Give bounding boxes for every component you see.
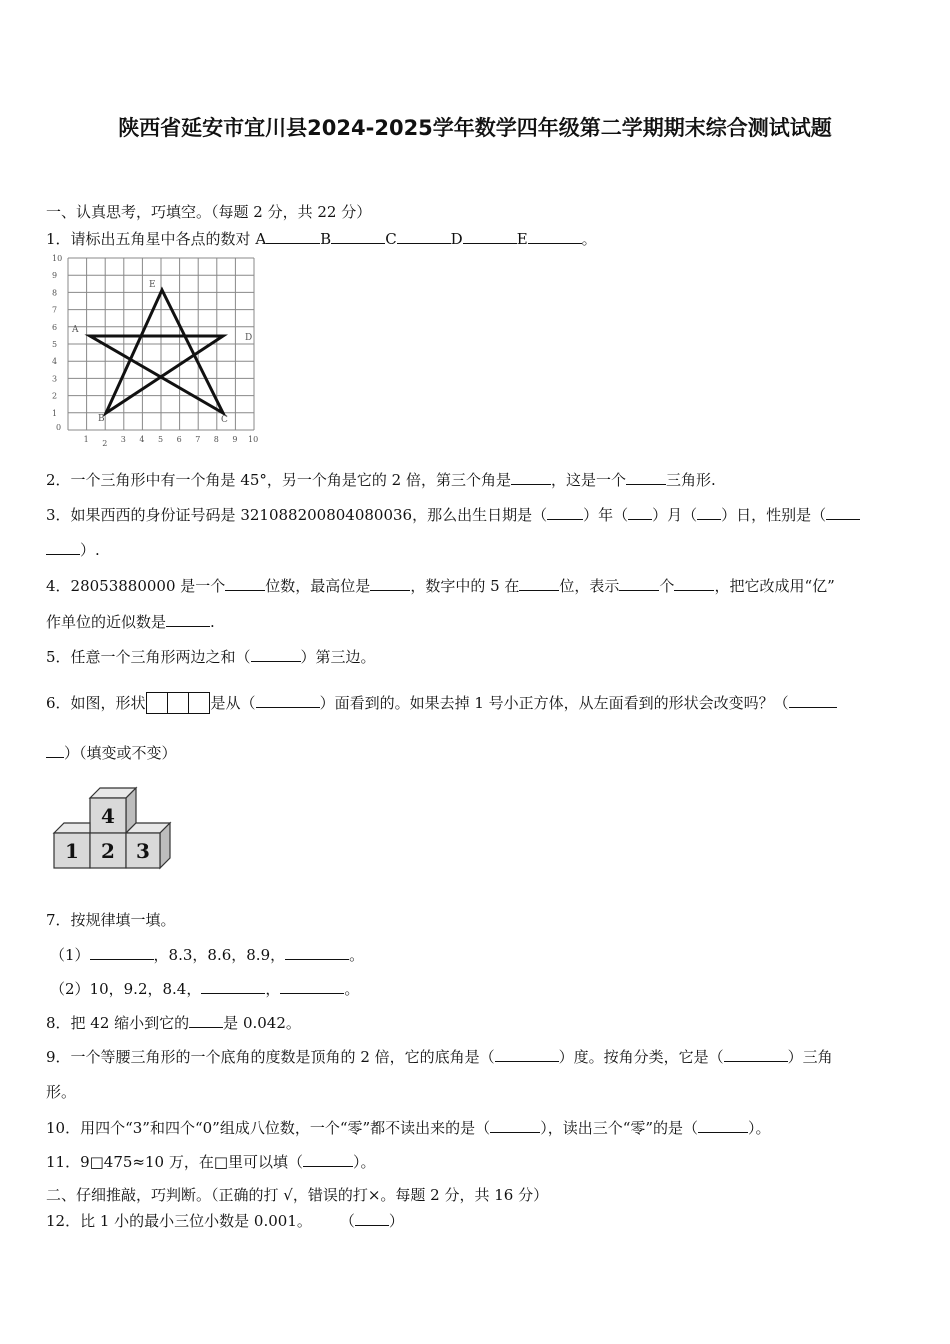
q4-blank-4 bbox=[619, 575, 659, 591]
x-tick-label: 3 bbox=[120, 435, 126, 444]
x-tick-label: 10 bbox=[248, 435, 259, 444]
three-square-shape bbox=[147, 692, 210, 719]
question-8: 8．把 42 缩小到它的 是 0.042。 bbox=[46, 1014, 301, 1032]
five-point-star bbox=[90, 290, 223, 413]
cube-3-label: 3 bbox=[136, 839, 150, 863]
point-e-label: E bbox=[149, 280, 156, 290]
q7-1-blank-1 bbox=[90, 944, 154, 960]
q3-blank-gender bbox=[826, 504, 860, 520]
q9-blank-2 bbox=[724, 1046, 788, 1062]
q3-blank-year bbox=[547, 504, 583, 520]
y-tick-label: 1 bbox=[52, 408, 58, 418]
q4-blank-5 bbox=[674, 575, 714, 591]
question-7-row-2: （2）10，9.2，8.4， ， 。 bbox=[50, 980, 360, 998]
q11-blank bbox=[303, 1151, 353, 1167]
q3-blank-month bbox=[628, 504, 652, 520]
question-7-row-1: （1） ，8.3，8.6，8.9， 。 bbox=[50, 946, 365, 964]
q7-2-blank-1 bbox=[201, 978, 265, 994]
q10-blank-1 bbox=[490, 1117, 540, 1133]
q8-blank bbox=[189, 1012, 223, 1028]
q2-blank-2 bbox=[626, 469, 666, 485]
y-tick-label: 8 bbox=[52, 288, 58, 298]
page-title: 陕西省延安市宜川县2024-2025学年数学四年级第二学期期末综合测试试题 bbox=[118, 116, 832, 140]
q1-blank-c bbox=[397, 228, 451, 244]
cube-4-label: 4 bbox=[101, 804, 115, 828]
q2-blank-1 bbox=[511, 469, 551, 485]
q10-blank-2 bbox=[698, 1117, 748, 1133]
q1-blank-d bbox=[463, 228, 517, 244]
y-tick-label: 4 bbox=[52, 357, 58, 367]
q4-blank-2 bbox=[370, 575, 410, 591]
section2-header: 二、仔细推敲，巧判断。（正确的打 √，错误的打×。每题 2 分，共 16 分） bbox=[46, 1186, 549, 1204]
q1-blank-e bbox=[528, 228, 582, 244]
question-9-cont: 形。 bbox=[46, 1083, 77, 1101]
question-4-cont: 作单位的近似数是 . bbox=[46, 613, 215, 631]
q5-blank bbox=[251, 646, 301, 662]
x-tick-label: 8 bbox=[213, 435, 219, 444]
question-6-cont: ）（填变或不变） bbox=[46, 742, 177, 763]
grid-lines bbox=[68, 258, 254, 430]
question-3: 3．如果西西的身份证号码是 321088200804080036，那么出生日期是（ ）年（ ）月（ ）日，性别是（ bbox=[46, 504, 860, 525]
q12-blank bbox=[355, 1210, 389, 1226]
question-3-cont: ）. bbox=[46, 539, 100, 560]
y-tick-label: 6 bbox=[52, 322, 58, 332]
question-5: 5．任意一个三角形两边之和（ ）第三边。 bbox=[46, 648, 376, 666]
q1-end: 。 bbox=[581, 230, 597, 248]
q4-blank-3 bbox=[519, 575, 559, 591]
cubes-figure bbox=[50, 782, 180, 877]
y-tick-label: 3 bbox=[52, 374, 58, 384]
x-tick-label: 4 bbox=[139, 435, 145, 444]
q6-blank-1 bbox=[256, 692, 320, 708]
origin-label: 0 bbox=[56, 423, 62, 432]
q1-label-d: D bbox=[450, 230, 463, 248]
q1-label-e: E bbox=[516, 230, 528, 248]
question-12: 12．比 1 小的最小三位小数是 0.001。 （ ） bbox=[46, 1212, 404, 1230]
question-7: 7．按规律填一填。 bbox=[46, 911, 176, 929]
q4-blank-6 bbox=[166, 611, 210, 627]
y-tick-label: 2 bbox=[52, 391, 58, 401]
y-tick-label: 9 bbox=[52, 271, 58, 281]
point-b-label: B bbox=[98, 414, 105, 424]
star-grid-figure bbox=[42, 252, 287, 447]
x-tick-label: 7 bbox=[195, 435, 201, 444]
y-tick-label: 7 bbox=[52, 305, 58, 315]
question-2: 2．一个三角形中有一个角是 45°，另一个角是它的 2 倍，第三个角是 ，这是一个 三角形. bbox=[46, 471, 716, 489]
q1-blank-b bbox=[331, 228, 385, 244]
q7-2-blank-2 bbox=[280, 978, 344, 994]
point-d-label: D bbox=[245, 333, 253, 343]
q1-blank-a bbox=[266, 228, 320, 244]
x-tick-label: 5 bbox=[158, 435, 164, 444]
section1-header: 一、认真思考，巧填空。（每题 2 分，共 22 分） bbox=[46, 203, 372, 221]
question-11: 11．9□475≈10 万，在□里可以填（ ）。 bbox=[46, 1153, 376, 1171]
q4-blank-1 bbox=[225, 575, 265, 591]
question-1 bbox=[46, 228, 597, 249]
y-tick-label: 10 bbox=[52, 254, 63, 263]
question-6: 6．如图，形状 是从（ ）面看到的。如果去掉 1 号小正方体，从左面看到的形状会改变吗？（ bbox=[46, 692, 837, 719]
point-c-label: C bbox=[221, 415, 228, 425]
q7-1-blank-2 bbox=[285, 944, 349, 960]
x-tick-label: 6 bbox=[176, 435, 182, 444]
y-tick-label: 5 bbox=[52, 340, 58, 349]
question-4: 4．28053880000 是一个 位数，最高位是 ，数字中的 5 在 位，表示 个 ，把它改成用“亿” bbox=[46, 577, 835, 595]
q1-label-b: B bbox=[320, 230, 332, 248]
point-a-label: A bbox=[72, 325, 79, 335]
question-10: 10．用四个“3”和四个“0”组成八位数，一个“零”都不读出来的是（ ），读出三个“零”的是（ ）。 bbox=[46, 1119, 771, 1137]
cube-2-label: 2 bbox=[101, 839, 115, 863]
q9-blank-1 bbox=[495, 1046, 559, 1062]
x-tick-label: 9 bbox=[232, 435, 238, 444]
y-axis-ticks bbox=[52, 254, 62, 418]
q6-blank-2 bbox=[789, 692, 837, 708]
q1-text: 1．请标出五角星中各点的数对 A bbox=[46, 230, 267, 248]
q1-label-c: C bbox=[385, 230, 397, 248]
q3-blank-day bbox=[697, 504, 721, 520]
x-tick-label: 2 bbox=[102, 439, 108, 447]
x-axis-ticks bbox=[84, 435, 259, 447]
cube-1-label: 1 bbox=[65, 839, 79, 863]
x-tick-label: 1 bbox=[83, 435, 89, 444]
question-9: 9．一个等腰三角形的一个底角的度数是顶角的 2 倍，它的底角是（ ）度。按角分类，它是（ ）三角 bbox=[46, 1048, 833, 1066]
